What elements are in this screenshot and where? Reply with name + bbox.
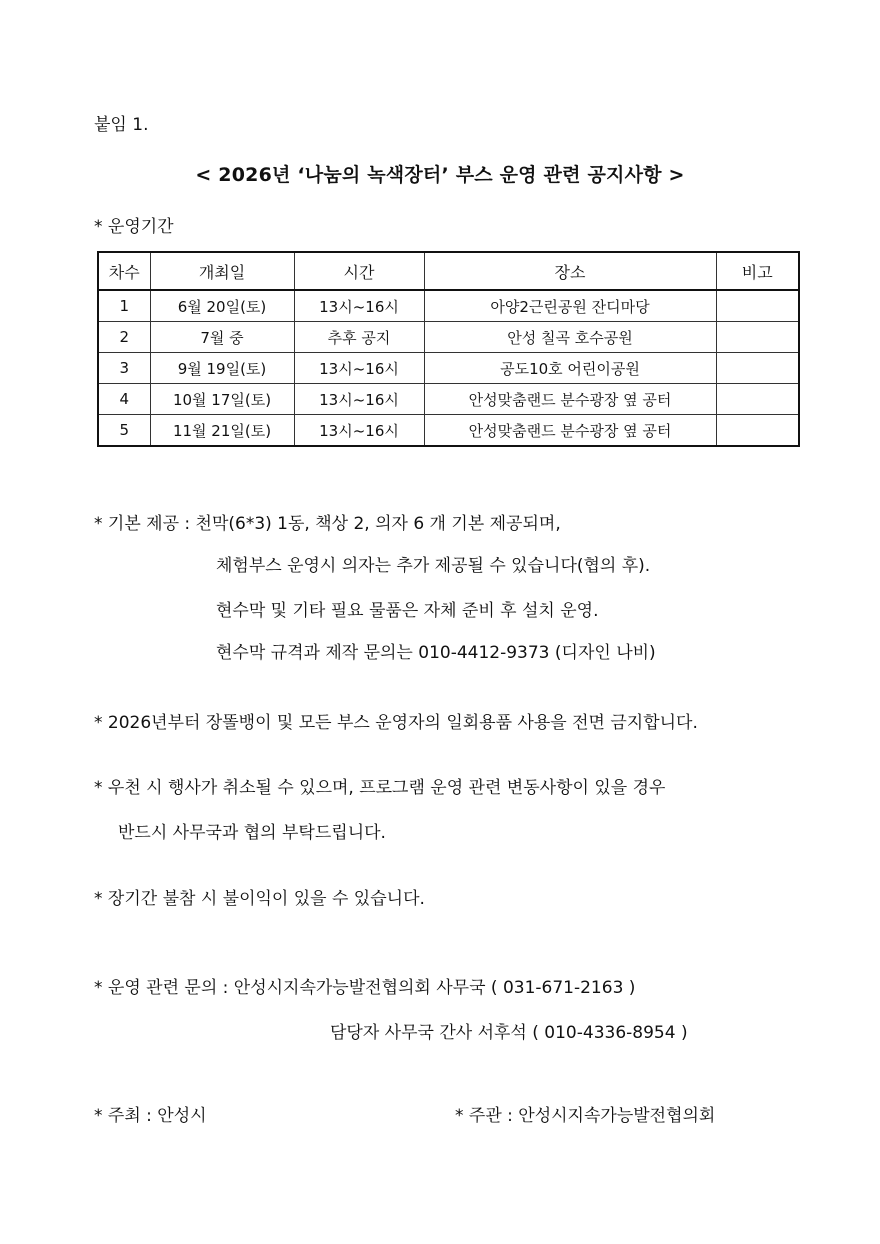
cell-time: 추후 공지 bbox=[294, 322, 424, 353]
cell-time: 13시~16시 bbox=[294, 384, 424, 415]
header-location: 장소 bbox=[424, 252, 716, 290]
cell-location: 안성맞춤랜드 분수광장 옆 공터 bbox=[424, 415, 716, 447]
basic-provision-chairs-line: 체험부스 운영시 의자는 추가 제공될 수 있습니다(협의 후). bbox=[216, 556, 651, 576]
host-label: * 주최 : 안성시 bbox=[94, 1106, 207, 1126]
table-row bbox=[98, 353, 799, 384]
cell-round: 1 bbox=[98, 290, 150, 322]
header-remarks: 비고 bbox=[716, 252, 799, 290]
manager-contact-line: 담당자 사무국 간사 서후석 ( 010-4336-8954 ) bbox=[330, 1023, 688, 1043]
cell-date: 7월 중 bbox=[150, 322, 294, 353]
cell-date: 11월 21일(토) bbox=[150, 415, 294, 447]
header-round: 차수 bbox=[98, 252, 150, 290]
cell-date: 10월 17일(토) bbox=[150, 384, 294, 415]
absence-penalty-notice: * 장기간 불참 시 불이익이 있을 수 있습니다. bbox=[94, 889, 425, 909]
cell-date: 6월 20일(토) bbox=[150, 290, 294, 322]
table-row bbox=[98, 415, 799, 447]
cell-round: 5 bbox=[98, 415, 150, 447]
cell-location: 공도10호 어린이공원 bbox=[424, 353, 716, 384]
cell-time: 13시~16시 bbox=[294, 290, 424, 322]
cell-remarks bbox=[716, 384, 799, 415]
organizer-label: * 주관 : 안성시지속가능발전협의회 bbox=[455, 1106, 716, 1126]
cell-date: 9월 19일(토) bbox=[150, 353, 294, 384]
table-row bbox=[98, 322, 799, 353]
table-row bbox=[98, 290, 799, 322]
cell-time: 13시~16시 bbox=[294, 415, 424, 447]
rain-cancel-notice: * 우천 시 행사가 취소될 수 있으며, 프로그램 운영 관련 변동사항이 있을 경우 bbox=[94, 778, 666, 798]
schedule-table bbox=[97, 251, 800, 447]
table-row bbox=[98, 384, 799, 415]
basic-provision-line: * 기본 제공 : 천막(6*3) 1동, 책상 2, 의자 6 개 기본 제공되며, bbox=[94, 514, 561, 534]
cell-remarks bbox=[716, 290, 799, 322]
basic-provision-banner-contact-line: 현수막 규격과 제작 문의는 010-4412-9373 (디자인 나비) bbox=[216, 643, 656, 663]
cell-remarks bbox=[716, 415, 799, 447]
inquiry-contact-line: * 운영 관련 문의 : 안성시지속가능발전협의회 사무국 ( 031-671-2163 ) bbox=[94, 978, 636, 998]
operation-period-label: * 운영기간 bbox=[94, 217, 174, 237]
cell-round: 2 bbox=[98, 322, 150, 353]
cell-round: 4 bbox=[98, 384, 150, 415]
header-date: 개최일 bbox=[150, 252, 294, 290]
cell-remarks bbox=[716, 353, 799, 384]
cell-location: 안성 칠곡 호수공원 bbox=[424, 322, 716, 353]
disposable-ban-notice: * 2026년부터 장똘뱅이 및 모든 부스 운영자의 일회용품 사용을 전면 금지합니다. bbox=[94, 713, 698, 733]
cell-time: 13시~16시 bbox=[294, 353, 424, 384]
cell-round: 3 bbox=[98, 353, 150, 384]
header-time: 시간 bbox=[294, 252, 424, 290]
cell-location: 안성맞춤랜드 분수광장 옆 공터 bbox=[424, 384, 716, 415]
attachment-label: 붙임 1. bbox=[94, 115, 149, 135]
cell-location: 아양2근린공원 잔디마당 bbox=[424, 290, 716, 322]
page-title: < 2026년 ‘나눔의 녹색장터’ 부스 운영 관련 공지사항 > bbox=[195, 164, 685, 186]
table-header-row bbox=[98, 252, 799, 290]
rain-cancel-notice-cont: 반드시 사무국과 협의 부탁드립니다. bbox=[118, 823, 386, 843]
cell-remarks bbox=[716, 322, 799, 353]
basic-provision-banner-line: 현수막 및 기타 필요 물품은 자체 준비 후 설치 운영. bbox=[216, 601, 599, 621]
